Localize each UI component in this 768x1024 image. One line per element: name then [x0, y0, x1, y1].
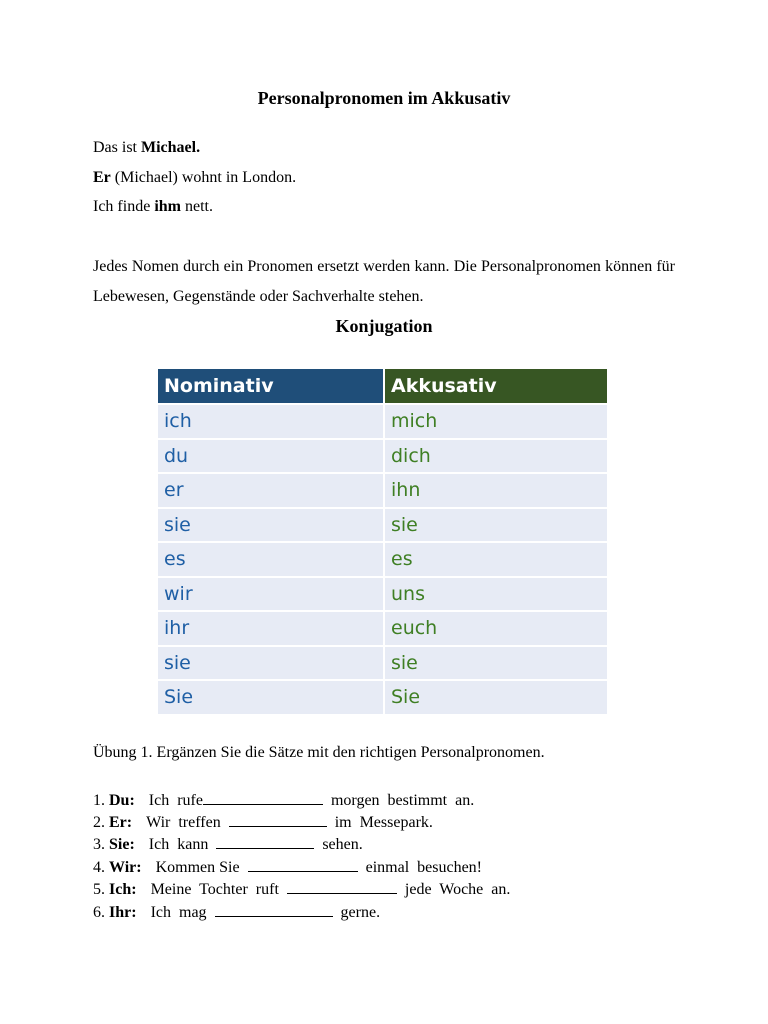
table-row [158, 439, 608, 474]
exercise-text-before: Kommen Sie [155, 859, 240, 876]
cell-nominativ: du [158, 439, 384, 474]
cell-akkusativ: es [384, 542, 608, 577]
header-akkusativ: Akkusativ [384, 369, 608, 404]
cell-akkusativ: uns [384, 577, 608, 612]
cell-akkusativ: mich [384, 404, 608, 439]
exercise-pronoun: Du: [109, 792, 135, 809]
cell-akkusativ: dich [384, 439, 608, 474]
exercise-number: 1. [93, 792, 105, 809]
exercise-item [93, 790, 474, 810]
exercise-number: 5. [93, 881, 105, 898]
exercise-item [93, 879, 510, 899]
pronoun-table [158, 369, 609, 714]
table-row [158, 611, 608, 646]
table-row [158, 508, 608, 543]
exercise-item [93, 834, 363, 854]
table-row [158, 646, 608, 681]
exercise-pronoun: Ich: [109, 881, 137, 898]
exercise-text-before: Ich mag [150, 904, 207, 921]
exercise-pronoun: Sie: [109, 836, 135, 853]
exercise-pronoun: Ihr: [109, 904, 137, 921]
table-row [158, 542, 608, 577]
table-header-row [158, 369, 608, 404]
exercise-text-before: Ich rufe [148, 792, 203, 809]
intro-line-3-text-b: nett. [180, 198, 213, 215]
intro-line-2 [93, 169, 296, 187]
table-row [158, 404, 608, 439]
exercise-number: 4. [93, 859, 105, 876]
cell-akkusativ: sie [384, 646, 608, 681]
cell-akkusativ: euch [384, 611, 608, 646]
intro-line-3 [93, 198, 213, 216]
cell-nominativ: er [158, 473, 384, 508]
exercise-text-after: gerne. [340, 904, 381, 921]
exercise-item [93, 812, 433, 832]
answer-blank[interactable] [229, 812, 327, 827]
answer-blank[interactable] [248, 857, 358, 872]
section-subtitle: Konjugation [335, 316, 433, 336]
answer-blank[interactable] [287, 879, 397, 894]
exercise-text-after: sehen. [322, 836, 363, 853]
exercise-number: 3. [93, 836, 105, 853]
exercise-number: 6. [93, 904, 105, 921]
cell-akkusativ: sie [384, 508, 608, 543]
cell-nominativ: sie [158, 508, 384, 543]
cell-akkusativ: ihn [384, 473, 608, 508]
exercise-text-before: Ich kann [148, 836, 209, 853]
exercise-text-after: morgen bestimmt an. [330, 792, 475, 809]
intro-paragraph: Jedes Nomen durch ein Pronomen ersetzt werden kann. Die Personalpronomen können für Lebewesen, Gegenstände oder Sachverhalte stehen. [93, 258, 675, 305]
page-title: Personalpronomen im Akkusativ [257, 88, 511, 108]
exercise-text-after: jede Woche an. [404, 881, 511, 898]
cell-akkusativ: Sie [384, 680, 608, 714]
exercise-text-after: im Messepark. [334, 814, 433, 831]
intro-line-1 [93, 139, 200, 157]
table-row [158, 473, 608, 508]
exercise-heading: Übung 1. Ergänzen Sie die Sätze mit den richtigen Personalpronomen. [93, 744, 545, 761]
exercise-text-after: einmal besuchen! [365, 859, 482, 876]
answer-blank[interactable] [215, 902, 333, 917]
cell-nominativ: ich [158, 404, 384, 439]
intro-line-1-bold: Michael. [141, 139, 201, 156]
exercise-item [93, 857, 482, 877]
cell-nominativ: Sie [158, 680, 384, 714]
exercise-text-before: Wir treffen [146, 814, 221, 831]
header-nominativ: Nominativ [158, 369, 384, 404]
cell-nominativ: ihr [158, 611, 384, 646]
exercise-pronoun: Er: [109, 814, 133, 831]
intro-line-1-text: Das ist [93, 139, 141, 156]
exercise-pronoun: Wir: [109, 859, 142, 876]
answer-blank[interactable] [216, 834, 314, 849]
table-row [158, 577, 608, 612]
intro-line-3-text-a: Ich finde [93, 198, 155, 215]
intro-line-2-text: (Michael) wohnt in London. [110, 169, 297, 186]
cell-nominativ: wir [158, 577, 384, 612]
intro-line-2-bold: Er [93, 169, 111, 186]
intro-line-3-bold: ihm [154, 198, 181, 215]
answer-blank[interactable] [203, 790, 323, 805]
exercise-text-before: Meine Tochter ruft [150, 881, 279, 898]
cell-nominativ: es [158, 542, 384, 577]
cell-nominativ: sie [158, 646, 384, 681]
table-row [158, 680, 608, 714]
exercise-number: 2. [93, 814, 105, 831]
exercise-item [93, 902, 380, 922]
